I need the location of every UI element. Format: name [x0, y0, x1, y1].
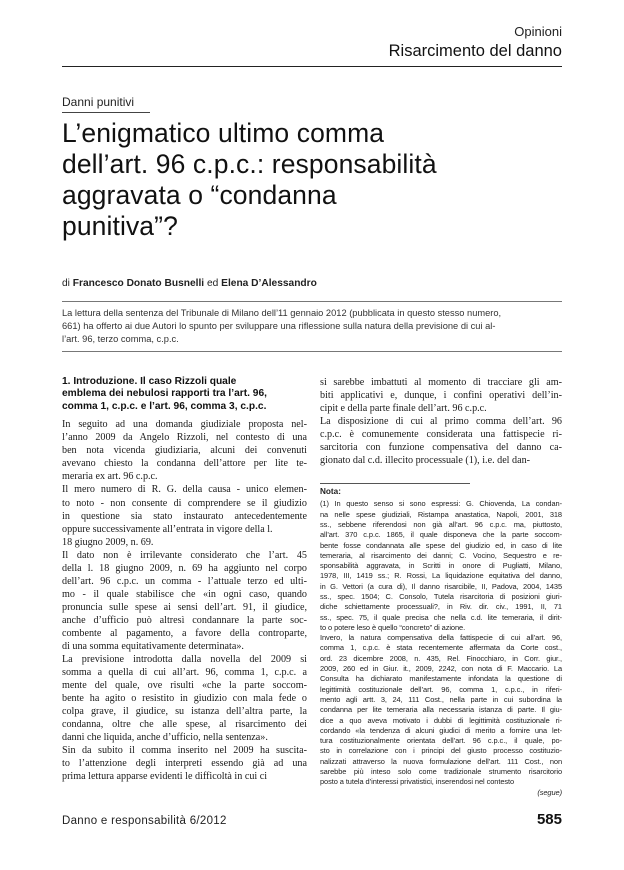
- note-line: dice a quo aveva motivato i dubbi di legittimità costituzionale ri-: [320, 715, 562, 725]
- note-line: to o potere leso è quello “concreto” di azione.: [320, 622, 466, 632]
- note-continuation: (segue): [537, 787, 562, 797]
- abstract-line: 661) ha offerto ai due Autori lo spunto per sviluppare una riflessione sulla natura della previsione di cui al-: [62, 321, 496, 331]
- note-line: cordando «la tendenza di alcuni giudici di merito a fornire una let-: [320, 725, 562, 735]
- notes-label: Nota:: [320, 487, 341, 497]
- note-line: ss., sebbene riferendosi non già all’art. 96 c.p.c. ma, piuttosto,: [320, 519, 562, 529]
- body-line: condanna, oltre che alle spese, al risarcimento dei: [62, 719, 307, 731]
- note-line: (1) In questo senso si sono espressi: G. Chiovenda, La condan-: [320, 499, 562, 509]
- body-line: somma a quella di cui all’art. 96, comma 1, c.p.c. a: [62, 667, 307, 679]
- body-line: La disposizione di cui al primo comma dell’art. 96: [320, 416, 562, 428]
- note-line: nalizzati attraverso la nuova formulazione dell’art. 111 Cost., non: [320, 756, 562, 766]
- body-line: In seguito ad una domanda giudiziale proposta nel-: [62, 419, 307, 431]
- author-name: Elena D’Alessandro: [221, 278, 317, 289]
- note-line: comma 1, c.p.c. è stata recentemente affermata da Corte cost.,: [320, 643, 562, 653]
- body-line: cipit e della parte finale dell’art. 96 c.p.c.: [320, 403, 487, 415]
- abstract-rule: [62, 351, 562, 352]
- author-name: Francesco Donato Busnelli: [72, 278, 205, 289]
- article-title: [62, 118, 582, 242]
- body-line: 18 giugno 2009, n. 69.: [62, 536, 154, 548]
- note-line: na nelle spese giudiziali, Ristampa anastatica, Napoli, 2001, 318: [320, 509, 562, 519]
- page-number: 585: [536, 811, 562, 828]
- note-line: sto in correlazione con i principi del giusto processo costituzio-: [320, 746, 562, 756]
- byline-rule: [62, 301, 562, 302]
- byline-joiner: ed: [206, 278, 219, 289]
- note-line: ss., spec. 75, il quale precisa che nella c.d. lite temeraria, il dirit-: [320, 612, 562, 622]
- note-line: tura costituzionalmente orientata dell’art. 96 c.p.c., il quale, po-: [320, 736, 562, 746]
- body-line: combente al pagamento, a favore della controparte,: [62, 627, 307, 639]
- body-line: ben nota vicenda giudiziaria, alcuni dei convenuti: [62, 445, 307, 457]
- footer-journal: Danno e responsabilità 6/2012: [62, 815, 227, 827]
- right-body-text: [320, 376, 562, 467]
- note-line: Consulta ha dichiarato manifestamente infondata la questione di: [320, 674, 562, 684]
- left-column: [62, 376, 307, 784]
- body-line: prima lettura apparse evidenti le difficoltà in cui ci: [62, 771, 268, 783]
- note-line: mento agli artt. 3, 24, 111 Cost., nella parte in cui subordina la: [320, 694, 562, 704]
- title-line: punitiva”?: [62, 211, 178, 241]
- body-line: bente ha agito o resistito in giudizio con mala fede o: [62, 693, 307, 705]
- heading-line: comma 1, c.p.c. e l’art. 96, comma 3, c.p.c.: [62, 400, 267, 412]
- footnote-text: [320, 499, 562, 787]
- body-line: dell’art. 96 c.p.c. un comma - l’attuale terzo ed ulti-: [62, 575, 307, 587]
- abstract-line: l’art. 96, terzo comma, c.p.c.: [62, 334, 179, 344]
- right-column: [320, 376, 562, 798]
- note-line: legittimità costituzionale dell’art. 96, comma 1, c.p.c., in riferi-: [320, 684, 562, 694]
- body-line: mo - il quale stabilisce che «in ogni caso, quando: [62, 588, 307, 600]
- note-line: temeraria, al risarcimento dei danni; C. Vocino, Sequestro e re-: [320, 550, 562, 560]
- byline-prefix: di: [62, 278, 70, 289]
- left-body-text: [62, 418, 307, 783]
- category-rule: [62, 112, 150, 113]
- body-line: colpa grave, il giudice, su istanza dell’altra parte, la: [62, 706, 307, 718]
- heading-line: 1. Introduzione. Il caso Rizzoli quale: [62, 376, 237, 387]
- note-line: ord. 23 dicembre 2008, n. 435, Rel. Finocchiaro, in Corr. giur.,: [320, 653, 562, 663]
- note-line: all’art. 370 c.p.c. 1865, il quale disponeva che la parte soccom-: [320, 530, 562, 540]
- body-line: La previsione introdotta dalla novella del 2009 si: [62, 654, 307, 666]
- abstract: [62, 307, 562, 346]
- notes-rule: [320, 483, 470, 484]
- title-line: aggravata o “condanna: [62, 180, 337, 210]
- body-line: si sarebbe imbattuti al momento di tracciare gli am-: [320, 377, 562, 388]
- header-rule: [62, 66, 562, 67]
- section-heading: [62, 376, 307, 413]
- body-line: della l. 18 giugno 2009, n. 69 ha aggiunto nel corpo: [62, 562, 307, 574]
- body-line: pronuncia sulle spese ai sensi dell’art. 91, il giudice,: [62, 601, 307, 613]
- abstract-line: La lettura della sentenza del Tribunale di Milano dell’11 gennaio 2012 (pubblicata in questo stesso numero,: [62, 308, 502, 318]
- body-line: Il dato non è irrilevante considerato che l’art. 45: [62, 549, 307, 561]
- body-line: Sin da subito il comma inserito nel 2009 ha suscita-: [62, 745, 307, 757]
- body-line: meraria ex art. 96 c.p.c.: [62, 471, 158, 483]
- body-line: c.p.c. è comunemente considerata una fattispecie ri-: [320, 429, 562, 441]
- note-line: Invero, la natura compensativa della fattispecie di cui all’art. 96,: [320, 633, 562, 643]
- note-line: condanna per lite temeraria alla necessaria istanza di parte. Il giu-: [320, 705, 562, 715]
- body-line: di una somma equitativamente determinata».: [62, 641, 244, 653]
- body-line: sarcitoria con funzione compensativa del danno ca-: [320, 442, 562, 454]
- body-line: in questione sia stato instaurato antecedentemente: [62, 510, 307, 522]
- category-label: Danni punitivi: [62, 95, 135, 109]
- running-header-section: Opinioni: [514, 24, 562, 39]
- body-line: avevano chiesto la condanna dell’attore per lite te-: [62, 458, 307, 470]
- body-line: to l’attenzione degli interpreti essendo già ad una: [62, 758, 307, 770]
- body-line: mente del quale, ove risulti «che la parte soccom-: [62, 680, 307, 692]
- body-line: to noto - non consente di comprendere se il giudizio: [62, 497, 307, 509]
- title-line: dell’art. 96 c.p.c.: responsabilità: [62, 149, 437, 179]
- heading-line: emblema dei nebulosi rapporti tra l’art. 96,: [62, 388, 267, 400]
- note-line: sponsabilità aggravata, in Scritti in onore di Pugliatti, Milano,: [320, 561, 562, 571]
- note-line: bente fosse condannata alle spese del giudizio ed, in caso di lite: [320, 540, 562, 550]
- note-line: posto a tutela d’interessi privatistici, inserendosi nel contesto: [320, 777, 515, 787]
- note-line: ss., spec. 1504; C. Consolo, Tutela risarcitoria di posizioni giuri-: [320, 592, 562, 601]
- body-line: gionato dal c.d. illecito processuale (1), i.e. del dan-: [320, 455, 531, 467]
- byline: [62, 278, 317, 289]
- body-line: anche d’ufficio può altresì condannare la parte soc-: [62, 614, 307, 626]
- note-line: 1978, III, 1419 ss.; R. Rossi, La liquidazione equitativa del danno,: [320, 571, 562, 581]
- note-line: diche schiettamente processuali?, in Riv. dir. civ., 1991, II, 71: [320, 602, 562, 612]
- body-line: Il mero numero di R. G. della causa - unico elemen-: [62, 484, 307, 496]
- note-line: sarebbe più inteso solo come tradizionale strumento risarcitorio: [320, 767, 562, 777]
- body-line: biti applicativi e, dunque, i confini operativi dell’in-: [320, 390, 562, 402]
- body-line: l’anno 2009 da Angelo Rizzoli, nel contesto di una: [62, 432, 307, 444]
- body-line: oppure successivamente all’entrata in vigore della l.: [62, 523, 273, 535]
- body-line: danni che liquida, anche d’ufficio, nella sentenza».: [62, 732, 268, 744]
- note-line: in G. Vettori (a cura di), Il danno risarcibile, II, Padova, 2004, 1435: [320, 581, 562, 591]
- note-line: 2009, 260 ed in Giur. it., 2009, 2242, con nota di F. Maccario. La: [320, 664, 562, 674]
- title-line: L’enigmatico ultimo comma: [62, 118, 385, 148]
- running-header-title: Risarcimento del danno: [388, 42, 562, 60]
